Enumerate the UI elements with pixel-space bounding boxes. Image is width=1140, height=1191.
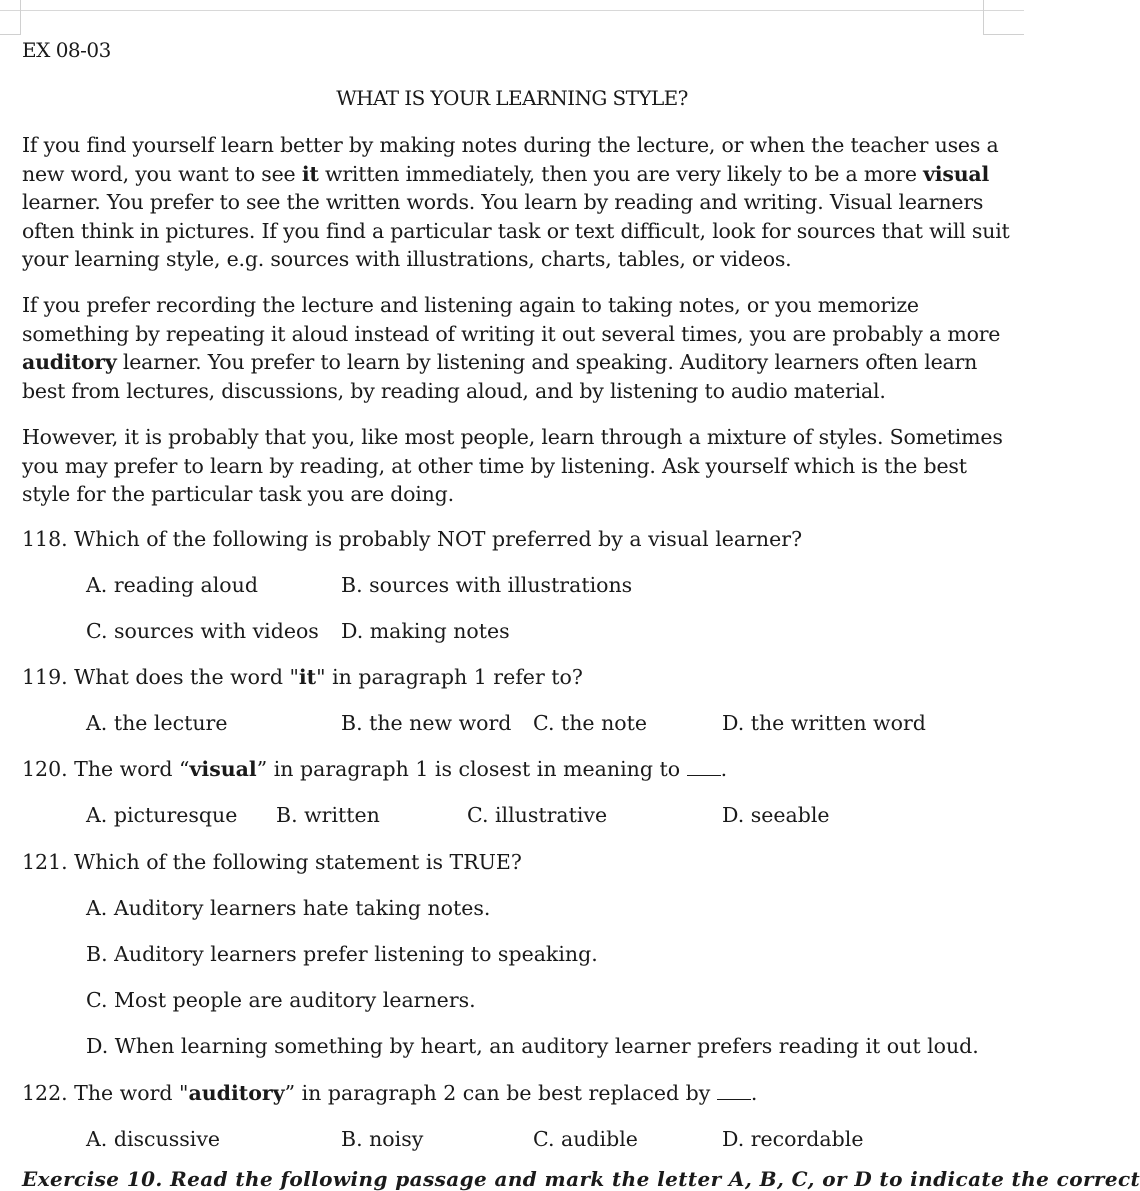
question-120	[22, 757, 727, 781]
option-121-c[interactable]: C. Most people are auditory learners.	[86, 988, 476, 1012]
bold-word-visual: visual	[923, 161, 990, 186]
option-118-b[interactable]: B. sources with illustrations	[341, 573, 633, 597]
bold-word-it: it	[298, 665, 317, 689]
answer-blank	[687, 757, 721, 776]
option-122-d[interactable]: D. recordable	[722, 1127, 864, 1151]
question-121: 121. Which of the following statement is TRUE?	[22, 850, 522, 874]
paragraph-line: your learning style, e.g. sources with illustrations, charts, tables, or videos.	[22, 247, 792, 272]
page-top-border	[0, 10, 1024, 11]
paragraph-line	[22, 160, 990, 189]
exercise-code: EX 08-03	[22, 38, 111, 62]
option-121-a[interactable]: A. Auditory learners hate taking notes.	[86, 896, 491, 920]
text-run: .	[750, 1081, 758, 1105]
paragraph-1	[22, 131, 1010, 274]
paragraph-line	[22, 348, 982, 377]
text-run: ” in paragraph 2 can be best replaced by	[284, 1081, 717, 1105]
paragraph-line: learner. You prefer to see the written words. You learn by reading and writing. Visual learners	[22, 190, 984, 215]
option-122-b[interactable]: B. noisy	[341, 1127, 424, 1151]
option-120-b[interactable]: B. written	[276, 803, 380, 827]
option-120-c[interactable]: C. illustrative	[467, 803, 608, 827]
text-run: written immediately, then you are very likely to be a more	[318, 161, 924, 186]
paragraph-line: you may prefer to learn by reading, at other time by listening. Ask yourself which is the best	[22, 453, 967, 478]
text-run: 122. The word "	[22, 1081, 189, 1105]
bold-word-it: it	[301, 161, 319, 186]
question-122	[22, 1081, 757, 1105]
paragraph-line: However, it is probably that you, like most people, learn through a mixture of styles. Sometimes	[22, 425, 1003, 449]
option-121-d[interactable]: D. When learning something by heart, an auditory learner prefers reading it out loud.	[86, 1034, 979, 1058]
option-119-d[interactable]: D. the written word	[722, 711, 926, 735]
option-122-c[interactable]: C. audible	[533, 1127, 638, 1151]
paragraph-line: If you find yourself learn better by making notes during the lecture, or when the teacher uses a	[22, 133, 999, 157]
passage-title: WHAT IS YOUR LEARNING STYLE?	[336, 86, 688, 110]
option-122-a[interactable]: A. discussive	[86, 1127, 221, 1151]
paragraph-3	[22, 423, 1003, 509]
paragraph-line: If you prefer recording the lecture and listening again to taking notes, or you memorize	[22, 293, 919, 317]
margin-corner-mark-left	[0, 0, 21, 35]
next-exercise-heading-cutoff: Exercise 10. Read the following passage and mark the letter A, B, C, or D to indicate the correct	[22, 1167, 1140, 1191]
option-118-c[interactable]: C. sources with videos	[86, 619, 319, 643]
option-119-a[interactable]: A. the lecture	[86, 711, 228, 735]
answer-blank	[717, 1081, 751, 1100]
option-118-d[interactable]: D. making notes	[341, 619, 510, 643]
bold-word-visual: visual	[189, 757, 257, 781]
question-118: 118. Which of the following is probably NOT preferred by a visual learner?	[22, 527, 803, 551]
question-119	[22, 665, 583, 689]
margin-corner-mark-right	[983, 0, 1024, 35]
text-run: .	[720, 757, 728, 781]
paragraph-line: something by repeating it aloud instead of writing it out several times, you are probably a more	[22, 321, 1001, 346]
paragraph-2	[22, 291, 1001, 405]
option-119-c[interactable]: C. the note	[533, 711, 647, 735]
text-run: 119. What does the word "	[22, 665, 299, 689]
bold-word-auditory: auditory	[22, 350, 117, 375]
paragraph-line: best from lectures, discussions, by reading aloud, and by listening to audio material.	[22, 378, 886, 403]
paragraph-line: often think in pictures. If you find a particular task or text difficult, look for sources that will suit	[22, 218, 1010, 243]
text-run: ” in paragraph 1 is closest in meaning to	[256, 757, 687, 781]
text-run: " in paragraph 1 refer to?	[316, 665, 583, 689]
text-run: 120. The word “	[22, 757, 190, 781]
option-119-b[interactable]: B. the new word	[341, 711, 512, 735]
text-run: learner. You prefer to learn by listening and speaking. Auditory learners often learn	[116, 350, 978, 375]
option-120-d[interactable]: D. seeable	[722, 803, 830, 827]
paragraph-line: style for the particular task you are doing.	[22, 482, 454, 507]
option-121-b[interactable]: B. Auditory learners prefer listening to speaking.	[86, 942, 598, 966]
bold-word-auditory: auditory	[188, 1081, 285, 1105]
option-120-a[interactable]: A. picturesque	[86, 803, 238, 827]
text-run: new word, you want to see	[22, 161, 302, 186]
option-118-a[interactable]: A. reading aloud	[86, 573, 258, 597]
